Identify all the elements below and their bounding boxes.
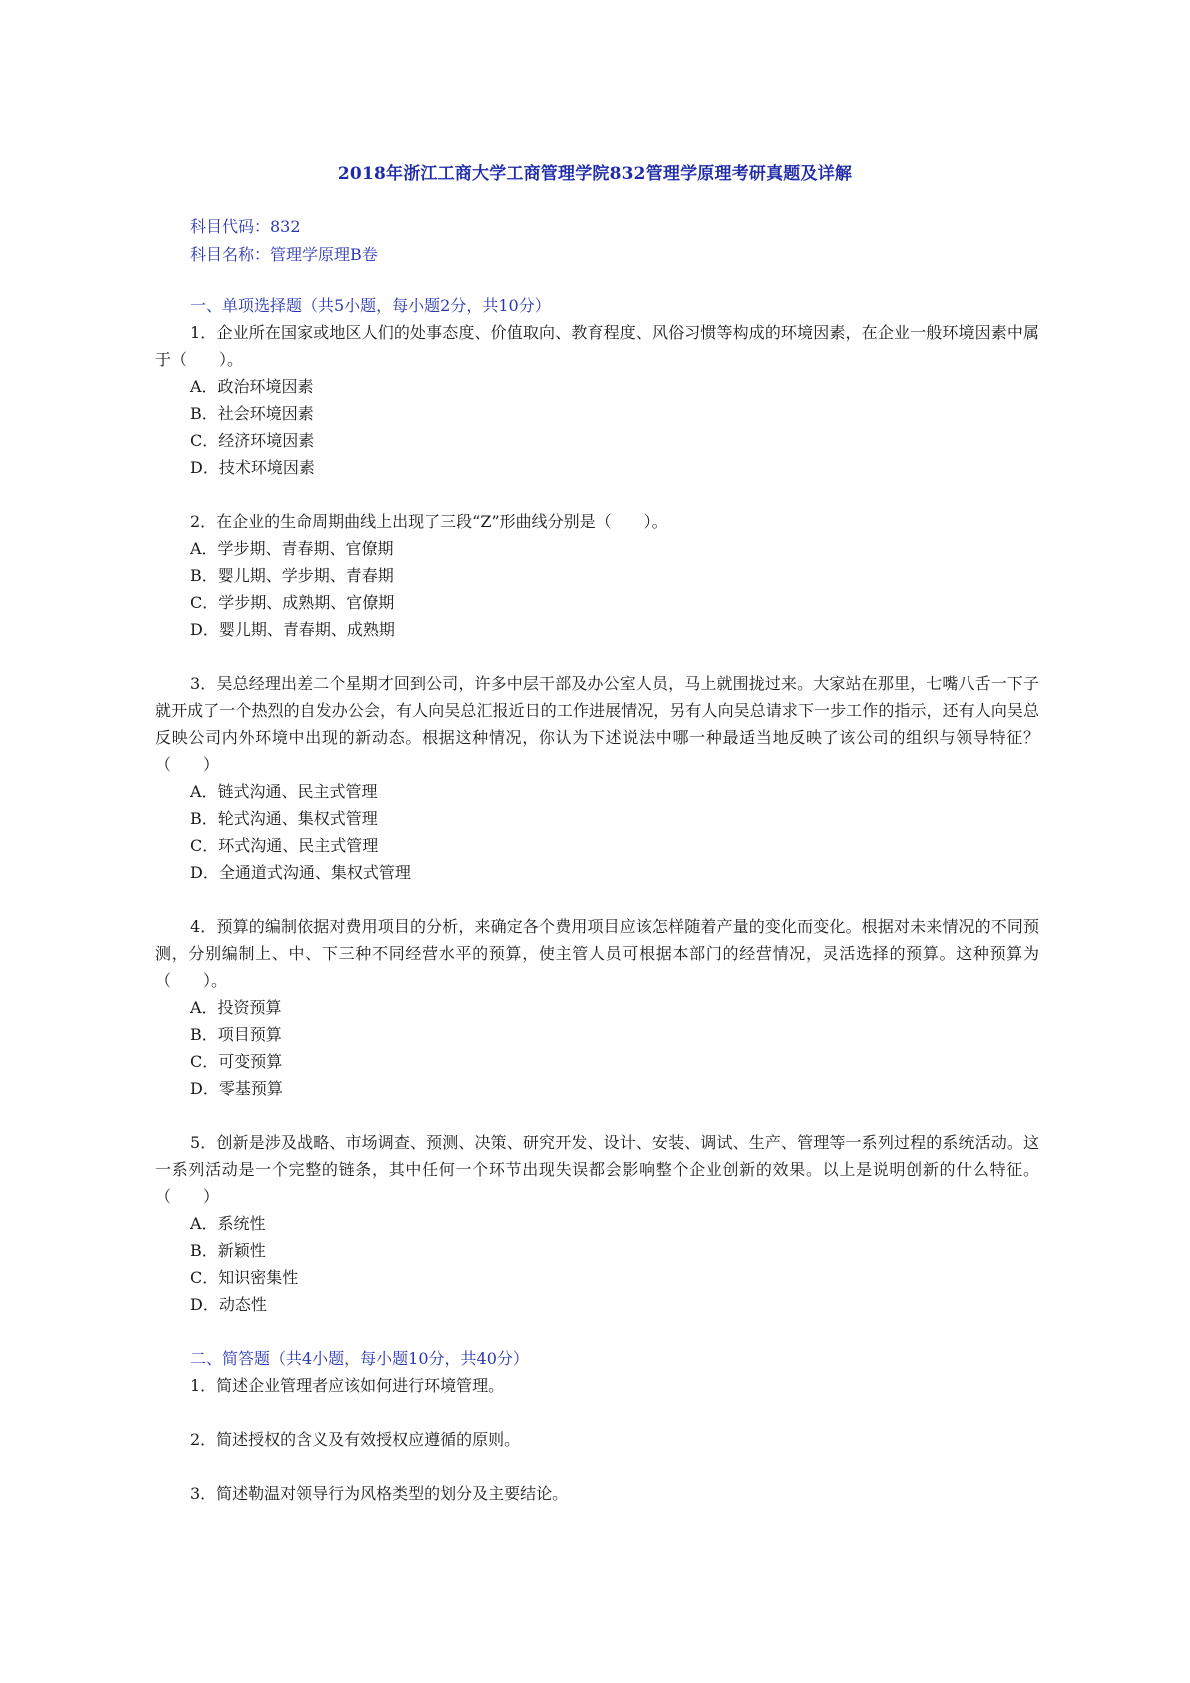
option-b: B．项目预算 — [190, 1025, 282, 1044]
option-b: B．新颖性 — [190, 1241, 266, 1260]
option-d: D．全通道式沟通、集权式管理 — [190, 863, 411, 882]
spacer — [155, 1399, 1039, 1426]
spacer — [155, 1318, 1039, 1345]
question-4 — [155, 913, 1039, 1102]
option-c: C．可变预算 — [190, 1052, 283, 1071]
spacer — [155, 481, 1039, 508]
question-stem: 2．在企业的生命周期曲线上出现了三段“Z”形曲线分别是（ ）。 — [190, 512, 668, 531]
option-c: C．经济环境因素 — [190, 431, 315, 450]
option-c: C．学步期、成熟期、官僚期 — [190, 593, 395, 612]
option-a: A．链式沟通、民主式管理 — [190, 782, 378, 801]
option-b: B．轮式沟通、集权式管理 — [190, 809, 378, 828]
section-heading-short-answer: 二、简答题（共4小题，每小题10分，共40分） — [190, 1349, 529, 1368]
question-stem: 1．企业所在国家或地区人们的处事态度、价值取向、教育程度、风俗习惯等构成的环境因素，在企业一般环境因素中属于（ ）。 — [155, 323, 1039, 369]
exam-content — [155, 292, 1039, 1507]
question-stem: 4．预算的编制依据对费用项目的分析，来确定各个费用项目应该怎样随着产量的变化而变化。根据对未来情况的不同预测，分别编制上、中、下三种不同经营水平的预算，使主管人员可根据本部门的经营情况，灵活选择的预算。这种预算为（ ）。 — [155, 917, 1039, 990]
option-d: D．技术环境因素 — [190, 458, 315, 477]
option-b: B．婴儿期、学步期、青春期 — [190, 566, 394, 585]
option-b: B．社会环境因素 — [190, 404, 314, 423]
option-a: A．系统性 — [190, 1214, 266, 1233]
option-d: D．婴儿期、青春期、成熟期 — [190, 620, 395, 639]
option-d: D．动态性 — [190, 1295, 267, 1314]
subject-code: 科目代码：832 — [190, 217, 301, 236]
question-5 — [155, 1129, 1039, 1318]
question-stem: 5．创新是涉及战略、市场调查、预测、决策、研究开发、设计、安装、调试、生产、管理等一系列过程的系统活动。这一系列活动是一个完整的链条，其中任何一个环节出现失误都会影响整个企业创新的效果。以上是说明创新的什么特征。（ ） — [155, 1133, 1039, 1206]
option-c: C．环式沟通、民主式管理 — [190, 836, 379, 855]
option-a: A．投资预算 — [190, 998, 282, 1017]
document-title: 2018年浙江工商大学工商管理学院832管理学原理考研真题及详解 — [337, 164, 853, 184]
question-2 — [155, 508, 1039, 643]
option-a: A．学步期、青春期、官僚期 — [190, 539, 394, 558]
spacer — [155, 1453, 1039, 1480]
question-1 — [155, 319, 1039, 481]
short-answer-item-1: 1．简述企业管理者应该如何进行环境管理。 — [190, 1376, 505, 1395]
option-a: A．政治环境因素 — [190, 377, 314, 396]
short-answer-item-3: 3．简述勒温对领导行为风格类型的划分及主要结论。 — [190, 1484, 569, 1503]
question-stem: 3．吴总经理出差二个星期才回到公司，许多中层干部及办公室人员，马上就围拢过来。大家站在那里，七嘴八舌一下子就开成了一个热烈的自发办公会，有人向吴总汇报近日的工作进展情况，另有人向吴总请求下一步工作的指示，还有人向吴总反映公司内外环境中出现的新动态。根据这种情况，你认为下述说法中哪一种最适当地反映了该公司的组织与领导特征？（ ） — [155, 674, 1039, 774]
option-c: C．知识密集性 — [190, 1268, 299, 1287]
spacer — [155, 643, 1039, 670]
spacer — [155, 1102, 1039, 1129]
option-d: D．零基预算 — [190, 1079, 283, 1098]
question-3 — [155, 670, 1039, 886]
short-answer-item-2: 2．简述授权的含义及有效授权应遵循的原则。 — [190, 1430, 521, 1449]
spacer — [155, 886, 1039, 913]
section-heading-single-choice: 一、单项选择题（共5小题，每小题2分，共10分） — [190, 296, 551, 315]
subject-meta — [190, 213, 378, 269]
subject-name: 科目名称：管理学原理B卷 — [190, 245, 378, 264]
